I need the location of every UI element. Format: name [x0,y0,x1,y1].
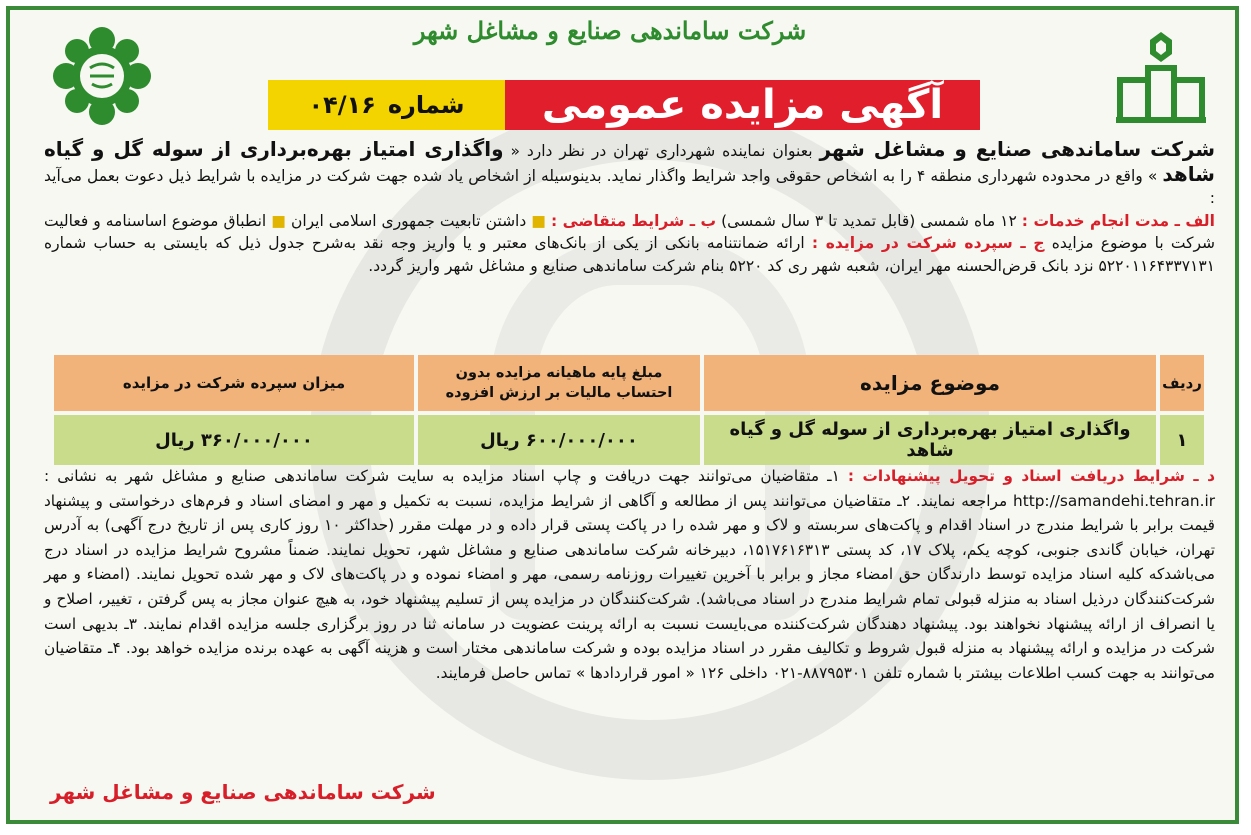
condition-c-value: ارائه ضمانتنامه بانکی از یکی از بانک‌های معتبر و یا واریز وجه نقد به‌شرح جدول ذیل که بایستی به حساب شماره ۵۲۲۰۱۱۶۴۳۳۷۱۳۱ نزد بانک قرض‌الحسنه مهر ایران، شعبه شهر ری کد ۵۲۲۰ بنام شرکت ساماندهی صنایع و مشاغل شهر واریز گردد. [44,234,1215,275]
footer-signature: شرکت ساماندهی صنایع و مشاغل شهر [50,780,436,804]
bullet-icon: ■ [531,211,546,230]
header-base-price-line1: مبلغ پایه ماهیانه مزایده بدون [455,365,663,381]
samandehi-logo-icon [1108,28,1213,128]
ad-frame [6,6,1239,824]
cell-row-number: ۱ [1160,415,1204,465]
terms-paragraph [44,464,1215,685]
cell-deposit: ۳۶۰/۰۰۰/۰۰۰ ریال [54,415,414,465]
ad-title-banner [268,80,980,130]
terms-p4: ۴ـ متقاضیان می‌توانند به جهت کسب اطلاعات بیشتر با شماره تلفن ۸۸۷۹۵۳۰۱-۰۲۱ داخلی ۱۲۶ « امور قراردادها » تماس حاصل فرمایند. [44,639,1215,682]
intro-text-2: » واقع در محدوده شهرداری منطقه ۴ را به اشخاص حقوقی واجد شرایط واگذار نماید. بدینوسیله از اشخاص یاد شده جهت شرکت در مزایده با شرایط ذیل دعوت بعمل می‌آید : [44,166,1215,208]
terms-d-label: د ـ شرایط دریافت اسناد و تحویل پیشنهادات : [847,467,1215,485]
terms-p1-a: ۱ـ متقاضیان می‌توانند جهت دریافت و چاپ اسناد مزایده به سایت شرکت ساماندهی صنایع و مشاغل شهر به نشانی : [44,467,848,485]
header-deposit: میزان سپرده شرکت در مزایده [54,355,414,411]
terms-p3: ۳ـ بدیهی است شرکت در مزایده و ارائه پیشنهاد به منزله قبول شروط و تکالیف مقرر در اسناد مزایده بوده و شرکت ساماندهی مختار است و هزینه آگهی به عهده برنده مزایده خواهد بود. [44,614,1215,658]
condition-b-value-2: انطباق موضوع اساسنامه و فعالیت شرکت با موضوع مزایده [44,211,1215,253]
intro-subject: واگذاری امتیاز بهره‌برداری از سوله گل و گیاه شاهد [44,137,1215,186]
bullet-icon: ■ [271,211,286,230]
website-link[interactable]: http://samandehi.tehran.ir [1013,491,1215,510]
intro-paragraph [44,138,1215,278]
company-name-header: شرکت ساماندهی صنایع و مشاغل شهر [413,16,807,45]
header-subject: موضوع مزایده [704,355,1156,411]
auction-table [50,351,1208,469]
condition-c-label: ج ـ سپرده شرکت در مزایده : [811,234,1045,253]
header-base-price [418,355,700,411]
header-base-price-line2: احتساب مالیات بر ارزش افزوده [445,385,673,401]
cell-subject: واگذاری امتیاز بهره‌برداری از سوله گل و گیاه شاهد [704,415,1156,465]
condition-a-value: ۱۲ ماه شمسی (قابل تمدید تا ۳ سال شمسی) [716,211,1022,230]
ad-number-label: شماره [387,91,465,119]
intro-text-1: بعنوان نماینده شهرداری تهران در نظر دارد « [503,142,820,160]
ad-title: آگهی مزایده عمومی [505,80,980,130]
ad-number-box [268,80,505,130]
table-row [54,415,1204,465]
header-row-number: ردیف [1160,355,1204,411]
intro-company: شرکت ساماندهی صنایع و مشاغل شهر [819,137,1216,161]
ad-number-value: ۰۴/۱۶ [308,91,376,119]
tehran-municipality-logo-icon [50,24,155,129]
condition-b-label: ب ـ شرایط متقاضی : [550,211,717,230]
terms-p1-b: مراجعه نمایند. [909,491,1014,510]
condition-a-label: الف ـ مدت انجام خدمات : [1021,211,1215,230]
cell-base-price: ۶۰۰/۰۰۰/۰۰۰ ریال [418,415,700,465]
terms-p2: ۲ـ متقاضیان می‌توانند پس از مطالعه و آگاهی از شرایط مزایده، نسبت به تکمیل و مهر و امضای اسناد و فرم‌های درخواستی و پیشنهاد قیمت برابر با شرایط مندرج در اسناد اقدام و پاکت‌های سربسته و لاک و مهر شده را در پاکت پستی قرار داده و در مهلت مقرر (حداکثر ۱۰ روز کاری پس از تاریخ درج آگهی) به آدرس تهران، خیابان گاندی جنوبی، کوچه یکم، پلاک ۱۷، کد پستی ۱۵۱۷۶۱۶۳۱۳، دبیرخانه شرکت ساماندهی صنایع و مشاغل شهر، تحویل نمایند. ضمناً مشروح شرایط مزایده در اسناد درج می‌باشدکه کلیه اسناد مزایده توسط دارندگان حق امضاء مجاز و برابر با آخرین تغییرات روزنامه رسمی، مهر و امضاء نموده و در پاکت‌های لاک و مهر شده تحویل نمایند. (امضاء و مهر شرکت‌کنندگان درذیل اسناد به منزله قبولی تمام شرایط مندرج در اسناد می‌باشد). شرکت‌کنندگان در مزایده پس از تسلیم پیشنهاد خود، به هیچ عنوان مجاز به پس گرفتن ، تغییر، اصلاح و یا انصراف از ارائه پیشنهاد نخواهند بود. پیشنهاد دهندگان شرکت‌کننده می‌بایست نسبت به ارائه پرینت عضویت در سامانه ثنا در روز برگزاری جلسه مزایده اقدام نمایند. [44,491,1216,633]
table-header-row [54,355,1204,411]
condition-b-value-1: داشتن تابعیت جمهوری اسلامی ایران [290,211,532,230]
